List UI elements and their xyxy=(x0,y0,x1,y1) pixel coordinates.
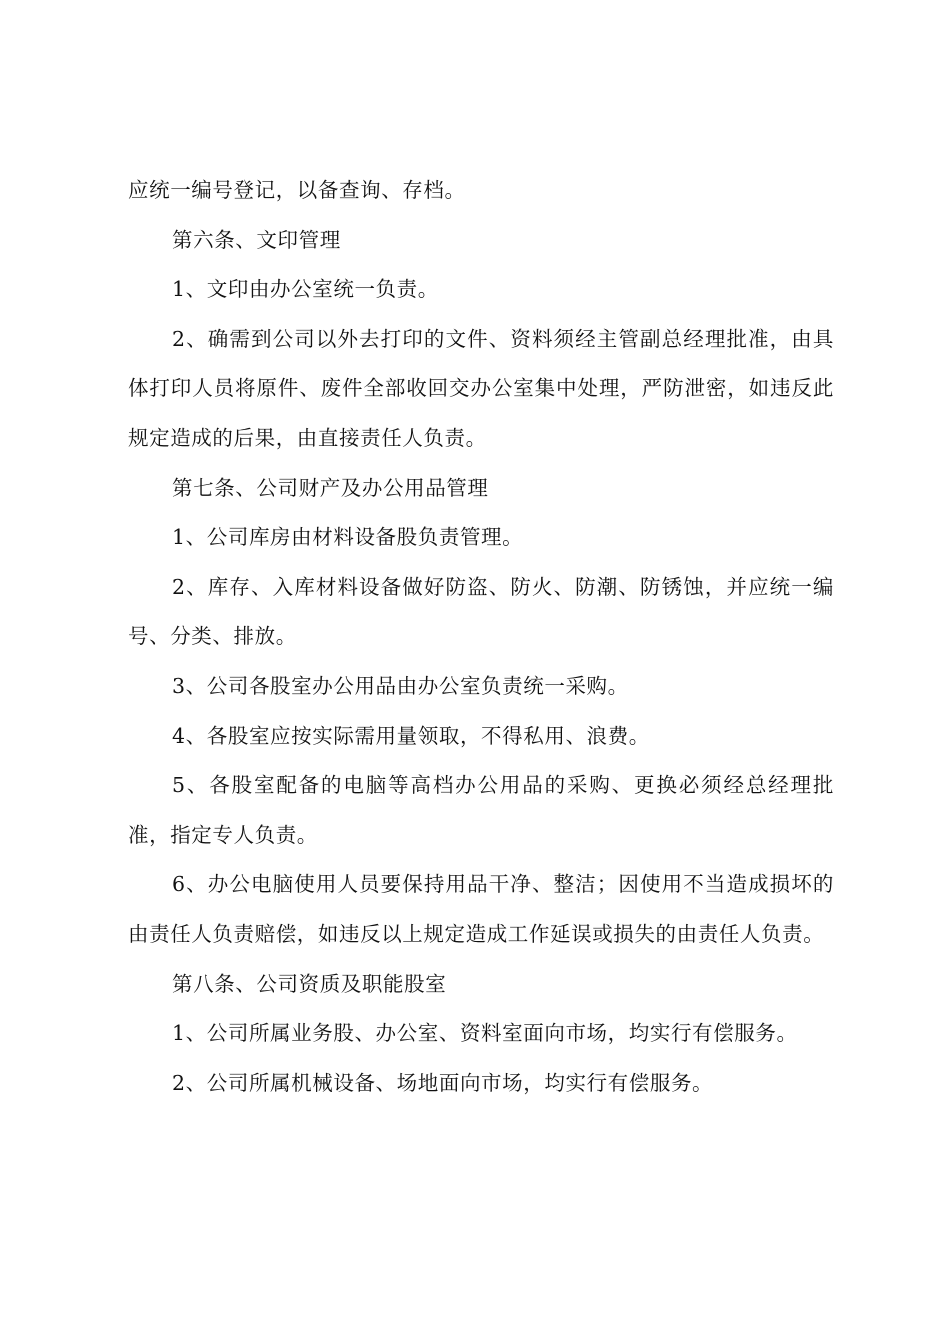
article-6-heading: 第六条、文印管理 xyxy=(172,227,341,252)
article-7-heading: 第七条、公司财产及办公用品管理 xyxy=(172,475,489,500)
article-7-item-6: 6、办公电脑使用人员要保持用品干净、整洁；因使用不当造成损坏的由责任人负责赔偿，如违反以上规定造成工作延误或损失的由责任人负责。 xyxy=(128,872,834,946)
article-7-item-3: 3、公司各股室办公用品由办公室负责统一采购。 xyxy=(172,673,629,698)
article-6-item-1: 1、文印由办公室统一负责。 xyxy=(172,277,439,302)
article-7-item-1: 1、公司库房由材料设备股负责管理。 xyxy=(172,525,524,550)
article-6-item-2: 2、确需到公司以外去打印的文件、资料须经主管副总经理批准，由具体打印人员将原件、废件全部收回交办公室集中处理，严防泄密，如违反此规定造成的后果，由直接责任人负责。 xyxy=(128,326,834,450)
article-7-item-2: 2、库存、入库材料设备做好防盗、防火、防潮、防锈蚀，并应统一编号、分类、排放。 xyxy=(128,574,834,649)
article-8-item-1: 1、公司所属业务股、办公室、资料室面向市场，均实行有偿服务。 xyxy=(172,1021,798,1046)
document-body xyxy=(128,166,834,1108)
paragraph-continuation: 应统一编号登记，以备查询、存档。 xyxy=(128,178,466,202)
article-8-item-2: 2、公司所属机械设备、场地面向市场，均实行有偿服务。 xyxy=(172,1070,714,1095)
article-7-item-5: 5、各股室配备的电脑等高档办公用品的采购、更换必须经总经理批准，指定专人负责。 xyxy=(128,773,834,847)
article-7-item-4: 4、各股室应按实际需用量领取，不得私用、浪费。 xyxy=(172,723,650,748)
article-8-heading: 第八条、公司资质及职能股室 xyxy=(172,971,447,996)
